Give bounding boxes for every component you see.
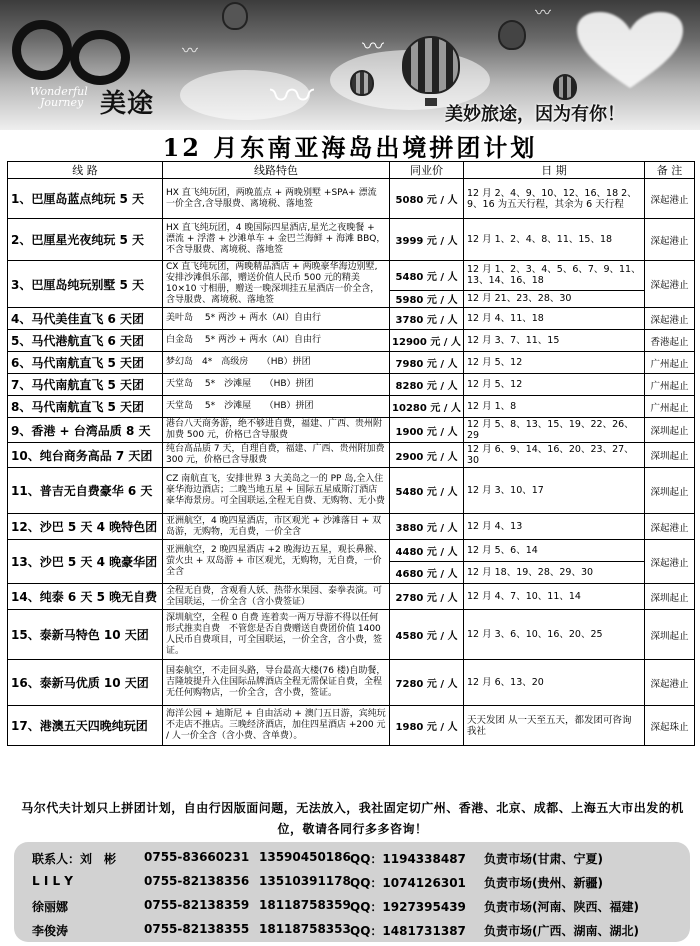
table-row bbox=[8, 706, 695, 746]
features-cell: 天堂岛 5* 沙滩屋 （HB）拼团 bbox=[163, 396, 390, 418]
features-cell: CZ 南航直飞，安排世界 3 大美岛之一的 PP 岛,全入住豪华海边酒店；二晚当地五星 + 国际五星威斯汀酒店豪华海景房。可全国联运,全程无自费、无购物、无小费 bbox=[163, 468, 390, 514]
contact-row bbox=[14, 918, 690, 942]
note-cell: 深起珠止 bbox=[645, 706, 695, 746]
features-cell: 亚洲航空，4 晚四星酒店，市区观光 + 沙滩落日 + 双岛游，无购物，无自费，一价全含 bbox=[163, 514, 390, 540]
route-cell: 5、马代港航直飞 6 天团 bbox=[8, 330, 163, 352]
balloon-icon bbox=[498, 20, 526, 50]
price-cell: 12900 元 / 人 bbox=[390, 330, 464, 352]
dates-cell: 天天发团 从一天至五天，都发团可咨询我社 bbox=[464, 706, 645, 746]
route-cell: 16、泰新马优质 10 天团 bbox=[8, 660, 163, 706]
features-cell: CX 直飞纯玩团，两晚精品酒店 + 两晚豪华海边别墅,安排沙滩俱乐部，赠送价值人民币 500 元的精美 10×10 寸相册，赠送一晚深圳挂五星酒店一价全含，含导服费、离境税、落地签 bbox=[163, 261, 390, 308]
contact-box bbox=[14, 842, 690, 942]
route-cell: 10、纯台商务高品 7 天团 bbox=[8, 443, 163, 468]
route-cell: 9、香港 + 台湾品质 8 天 bbox=[8, 418, 163, 443]
note-cell: 深起港止 bbox=[645, 514, 695, 540]
price-cell: 4580 元 / 人 bbox=[390, 610, 464, 660]
price-cell: 2900 元 / 人 bbox=[390, 443, 464, 468]
contact-row bbox=[14, 894, 690, 918]
table-row bbox=[8, 374, 695, 396]
route-cell: 7、马代南航直飞 5 天团 bbox=[8, 374, 163, 396]
contact-row bbox=[14, 846, 690, 870]
table-row bbox=[8, 219, 695, 261]
route-cell: 11、普吉无自费豪华 6 天 bbox=[8, 468, 163, 514]
price-cell: 5080 元 / 人 bbox=[390, 179, 464, 219]
price-cell: 3999 元 / 人 bbox=[390, 219, 464, 261]
seagull-icon: 〰 bbox=[182, 41, 199, 60]
dates-cell: 12 月 3、6、10、16、20、25 bbox=[464, 610, 645, 660]
price-cell: 1900 元 / 人 bbox=[390, 418, 464, 443]
dates-cell: 12 月 18、19、28、29、30 bbox=[464, 562, 645, 584]
contact-mobile: 18118758359 bbox=[259, 898, 351, 912]
dates-cell: 12 月 5、6、14 bbox=[464, 540, 645, 562]
contact-mobile: 13590450186 bbox=[259, 850, 351, 864]
contact-phone: 0755-82138356 bbox=[144, 874, 250, 888]
note-cell: 广州起止 bbox=[645, 396, 695, 418]
route-cell: 8、马代南航直飞 5 天团 bbox=[8, 396, 163, 418]
note-cell: 香港起止 bbox=[645, 330, 695, 352]
seagull-icon: 〰 bbox=[270, 71, 314, 122]
price-cell: 2780 元 / 人 bbox=[390, 584, 464, 610]
tour-plan-table bbox=[7, 161, 695, 746]
dates-cell: 12 月 1、2、3、4、5、6、7、9、11、13、14、16、18 bbox=[464, 261, 645, 291]
features-cell: HX 直飞纯玩团，4 晚国际四星酒店,星光之夜晚餐 + 漂流 + 浮潜 + 沙滩单车 + 金巴兰海鲜 + 海滩 BBQ，不含导服费、离境税、落地签 bbox=[163, 219, 390, 261]
balloon-icon bbox=[402, 36, 460, 94]
table-row bbox=[8, 179, 695, 219]
dates-cell: 12 月 5、8、13、15、19、22、26、29 bbox=[464, 418, 645, 443]
features-cell: 美叶岛 5* 两沙 + 两水（AI）自由行 bbox=[163, 308, 390, 330]
table-row bbox=[8, 330, 695, 352]
note-cell: 深起港止 bbox=[645, 219, 695, 261]
route-cell: 3、巴厘岛纯玩别墅 5 天 bbox=[8, 261, 163, 308]
dates-cell: 12 月 1、2、4、8、11、15、18 bbox=[464, 219, 645, 261]
route-cell: 1、巴厘岛蓝点纯玩 5 天 bbox=[8, 179, 163, 219]
dates-cell: 12 月 6、13、20 bbox=[464, 660, 645, 706]
contact-name: 徐丽娜 bbox=[32, 900, 69, 914]
price-cell: 3780 元 / 人 bbox=[390, 308, 464, 330]
header-banner bbox=[0, 0, 700, 130]
contact-name: 李俊涛 bbox=[32, 924, 69, 938]
contact-market: 负责市场(甘肃、宁夏) bbox=[484, 852, 603, 866]
note-cell: 深起港止 bbox=[645, 660, 695, 706]
route-cell: 14、纯泰 6 天 5 晚无自费 bbox=[8, 584, 163, 610]
balloon-icon bbox=[222, 2, 248, 30]
features-cell: 深圳航空，全程 0 自费 连着卖一两万导游不得以任何形式推卖自费 不管您是否自费赠送自费团价值 1400 人民币自费项目，可全国联运，一价全含，含小费，签证。 bbox=[163, 610, 390, 660]
dates-cell: 12 月 3、7、11、15 bbox=[464, 330, 645, 352]
note-cell: 深圳起止 bbox=[645, 418, 695, 443]
contact-name: 联系人：刘 彬 bbox=[32, 852, 117, 866]
table-row bbox=[8, 468, 695, 514]
features-cell: 港台八天商务游，绝不够进自费，福建、广西、贵州附加费 500 元，价格已含导服费 bbox=[163, 418, 390, 443]
contact-qq: QQ：1194338487 bbox=[350, 852, 466, 866]
dates-cell: 12 月 5、12 bbox=[464, 374, 645, 396]
note-cell: 深圳起止 bbox=[645, 443, 695, 468]
features-cell: HX 直飞纯玩团，两晚蓝点 + 两晚别墅 +SPA+ 漂流 一价全含,含导服费、离境税、落地签 bbox=[163, 179, 390, 219]
price-cell: 3880 元 / 人 bbox=[390, 514, 464, 540]
page-title: 12 月东南亚海岛出境拼团计划 bbox=[162, 133, 538, 162]
route-cell: 2、巴厘星光夜纯玩 5 天 bbox=[8, 219, 163, 261]
contact-phone: 0755-83660231 bbox=[144, 850, 250, 864]
table-row bbox=[8, 308, 695, 330]
route-cell: 12、沙巴 5 天 4 晚特色团 bbox=[8, 514, 163, 540]
contact-qq: QQ：1927395439 bbox=[350, 900, 466, 914]
features-cell: 亚洲航空，2 晚四星酒店 +2 晚海边五星，观长鼻猴、萤火虫 + 双岛游 + 市区观光，无购物，无自费，一价全含 bbox=[163, 540, 390, 584]
features-cell: 国泰航空，不走回头路，导台最高大楼(76 楼)自助餐，吉隆坡提升入住国际品牌酒店全程无需保证自费，全程无任何购物店，一价全含，含小费，签证。 bbox=[163, 660, 390, 706]
note-cell: 深圳起止 bbox=[645, 584, 695, 610]
header-dates: 日 期 bbox=[464, 162, 645, 179]
dates-cell: 12 月 3、10、17 bbox=[464, 468, 645, 514]
table-row bbox=[8, 352, 695, 374]
route-cell: 15、泰新马特色 10 天团 bbox=[8, 610, 163, 660]
logo-ring-left-icon bbox=[12, 20, 72, 80]
note-cell: 深圳起止 bbox=[645, 610, 695, 660]
table-row bbox=[8, 540, 695, 562]
note-cell: 深起港止 bbox=[645, 261, 695, 308]
heart-cloud-icon bbox=[575, 10, 685, 90]
dates-cell: 12 月 6、9、14、16、20、23、27、30 bbox=[464, 443, 645, 468]
dates-cell: 12 月 4、7、10、11、14 bbox=[464, 584, 645, 610]
features-cell: 海洋公园 + 迪斯尼 + 自由活动 + 澳门五日游，宾纯玩不走店不推店。三晚经济酒店，加住四星酒店 +200 元 / 人一价全含（含小费、含单费）。 bbox=[163, 706, 390, 746]
note-cell: 深圳起止 bbox=[645, 468, 695, 514]
features-cell: 天堂岛 5* 沙滩屋 （HB）拼团 bbox=[163, 374, 390, 396]
balloon-icon bbox=[350, 70, 374, 96]
route-cell: 4、马代美佳直飞 6 天团 bbox=[8, 308, 163, 330]
header-features: 线路特色 bbox=[163, 162, 390, 179]
features-cell: 白金岛 5* 两沙 + 两水（AI）自由行 bbox=[163, 330, 390, 352]
table-row bbox=[8, 418, 695, 443]
table-row bbox=[8, 396, 695, 418]
note-cell: 深起港止 bbox=[645, 179, 695, 219]
route-cell: 13、沙巴 5 天 4 晚豪华团 bbox=[8, 540, 163, 584]
bottom-note: 马尔代夫计划只上拼团计划，自由行因版面问题，无法放入，我社固定切广州、香港、北京、成都、上海五大市出发的机位，敬请各同行多多咨询！ bbox=[21, 801, 684, 836]
table-row bbox=[8, 514, 695, 540]
dates-cell: 12 月 1、8 bbox=[464, 396, 645, 418]
route-cell: 6、马代南航直飞 5 天团 bbox=[8, 352, 163, 374]
contact-phone: 0755-82138355 bbox=[144, 922, 250, 936]
contact-market: 负责市场(广西、湖南、湖北) bbox=[484, 924, 639, 938]
contact-mobile: 18118758353 bbox=[259, 922, 351, 936]
table-row bbox=[8, 584, 695, 610]
price-cell: 5480 元 / 人 bbox=[390, 261, 464, 291]
dates-cell: 12 月 21、23、28、30 bbox=[464, 290, 645, 307]
dates-cell: 12 月 4、11、18 bbox=[464, 308, 645, 330]
note-cell: 深起港止 bbox=[645, 308, 695, 330]
note-cell: 广州起止 bbox=[645, 374, 695, 396]
note-cell: 深起港止 bbox=[645, 540, 695, 584]
features-cell: 全程无自费，含观看人妖、热带水果园、泰拳表演。可全国联运，一价全含（含小费签证） bbox=[163, 584, 390, 610]
table-row bbox=[8, 261, 695, 291]
price-cell: 4680 元 / 人 bbox=[390, 562, 464, 584]
table-row bbox=[8, 660, 695, 706]
price-cell: 7280 元 / 人 bbox=[390, 660, 464, 706]
contact-market: 负责市场(河南、陕西、福建) bbox=[484, 900, 639, 914]
dates-cell: 12 月 5、12 bbox=[464, 352, 645, 374]
contact-mobile: 13510391178 bbox=[259, 874, 351, 888]
table-row bbox=[8, 610, 695, 660]
header-route: 线 路 bbox=[8, 162, 163, 179]
seagull-icon: 〰 bbox=[535, 3, 552, 22]
price-cell: 7980 元 / 人 bbox=[390, 352, 464, 374]
contact-name: L I L Y bbox=[32, 874, 73, 888]
header-price: 同业价 bbox=[390, 162, 464, 179]
dates-cell: 12 月 4、13 bbox=[464, 514, 645, 540]
table-row bbox=[8, 443, 695, 468]
price-cell: 8280 元 / 人 bbox=[390, 374, 464, 396]
price-cell: 5980 元 / 人 bbox=[390, 290, 464, 307]
balloon-icon bbox=[553, 74, 577, 100]
features-cell: 梦幻岛 4* 高级房 （HB）拼团 bbox=[163, 352, 390, 374]
logo-ring-right-icon bbox=[70, 30, 130, 85]
price-cell: 4480 元 / 人 bbox=[390, 540, 464, 562]
price-cell: 5480 元 / 人 bbox=[390, 468, 464, 514]
contact-row bbox=[14, 870, 690, 894]
price-cell: 10280 元 / 人 bbox=[390, 396, 464, 418]
logo-english: Wonderful Journey bbox=[30, 85, 88, 109]
price-cell: 1980 元 / 人 bbox=[390, 706, 464, 746]
contact-qq: QQ：1074126301 bbox=[350, 876, 466, 890]
features-cell: 纯台高品质 7 天，自理自费，福建、广西、贵州附加费 300 元，价格已含导服费 bbox=[163, 443, 390, 468]
contact-qq: QQ：1481731387 bbox=[350, 924, 466, 938]
route-cell: 17、港澳五天四晚纯玩团 bbox=[8, 706, 163, 746]
logo-chinese: 美途 bbox=[100, 89, 155, 119]
dates-cell: 12 月 2、4、9、10、12、16、18 2、9、16 为五天行程，其余为 6 天行程 bbox=[464, 179, 645, 219]
table-header-row bbox=[8, 162, 695, 179]
note-cell: 广州起止 bbox=[645, 352, 695, 374]
seagull-icon: 〰 bbox=[362, 35, 385, 60]
balloon-basket bbox=[425, 98, 437, 106]
contact-market: 负责市场(贵州、新疆) bbox=[484, 876, 603, 890]
contact-phone: 0755-82138359 bbox=[144, 898, 250, 912]
header-note: 备 注 bbox=[645, 162, 695, 179]
slogan: 美妙旅途，因为有你！ bbox=[445, 104, 625, 125]
